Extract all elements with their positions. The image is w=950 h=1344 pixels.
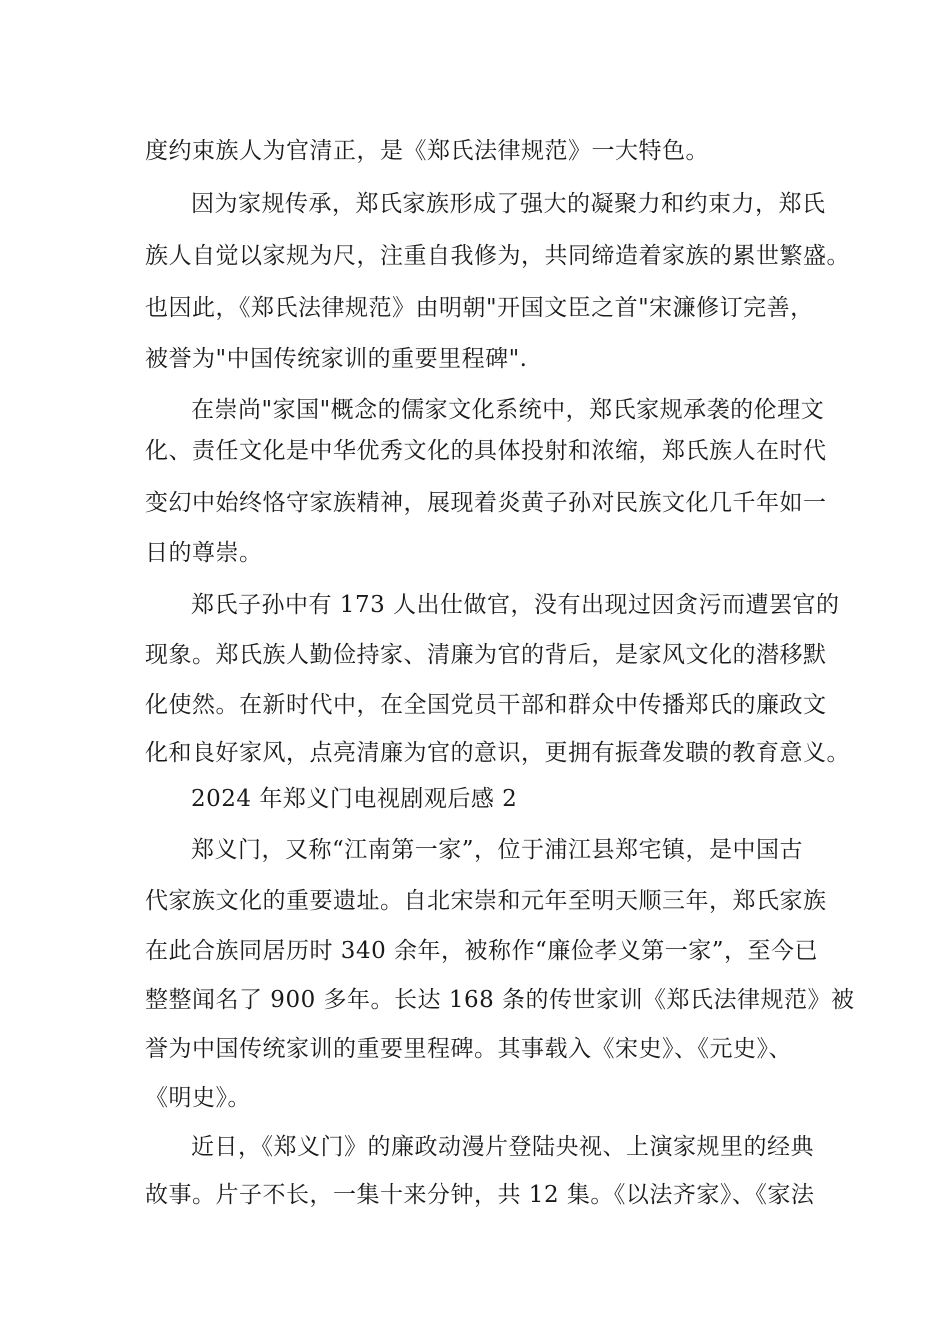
text-line: 现象。郑氏族人勤俭持家、清廉为官的背后，是家风文化的潜移默 <box>145 642 827 668</box>
text-line: 化使然。在新时代中，在全国党员干部和群众中传播郑氏的廉政文 <box>145 692 827 718</box>
text-line: 变幻中始终恪守家族精神，展现着炎黄子孙对民族文化几千年如一 <box>145 490 827 516</box>
text-line: 代家族文化的重要遗址。自北宋崇和元年至明天顺三年，郑氏家族 <box>145 888 827 914</box>
text-line: 化、责任文化是中华优秀文化的具体投射和浓缩，郑氏族人在时代 <box>145 438 827 464</box>
text-line: 族人自觉以家规为尺，注重自我修为，共同缔造着家族的累世繁盛。 <box>145 243 850 269</box>
paragraph-start-line: 郑氏子孙中有 173 人出仕做官，没有出现过因贪污而遭罢官的 <box>191 592 840 618</box>
text-line: 被誉为"中国传统家训的重要里程碑". <box>145 346 528 372</box>
text-line: 誉为中国传统家训的重要里程碑。其事载入《宋史》、《元史》、 <box>145 1036 792 1062</box>
paragraph-start-line: 在崇尚"家国"概念的儒家文化系统中，郑氏家规承袭的伦理文 <box>191 397 825 423</box>
text-line: 化和良好家风，点亮清廉为官的意识，更拥有振聋发聩的教育意义。 <box>145 740 850 766</box>
text-line: 也因此，《郑氏法律规范》由明朝"开国文臣之首"宋濂修订完善， <box>145 295 814 321</box>
paragraph-start-line: 近日，《郑义门》的廉政动漫片登陆央视、上演家规里的经典 <box>191 1134 814 1160</box>
text-line: 故事。片子不长，一集十来分钟，共 12 集。《以法齐家》、《家法 <box>145 1182 815 1208</box>
text-line: 《明史》。 <box>145 1085 251 1111</box>
text-line: 在此合族同居历时 340 余年，被称作“廉俭孝义第一家”，至今已 <box>145 938 819 964</box>
paragraph-start-line: 因为家规传承，郑氏家族形成了强大的凝聚力和约束力，郑氏 <box>191 191 826 217</box>
paragraph-start-line: 郑义门，又称“江南第一家”，位于浦江县郑宅镇，是中国古 <box>191 837 804 863</box>
text-line: 整整闻名了 900 多年。长达 168 条的传世家训《郑氏法律规范》被 <box>145 987 855 1013</box>
section-heading: 2024 年郑义门电视剧观后感 2 <box>191 786 518 812</box>
text-line: 日的尊崇。 <box>145 540 263 566</box>
text-line: 度约束族人为官清正，是《郑氏法律规范》一大特色。 <box>145 138 709 164</box>
